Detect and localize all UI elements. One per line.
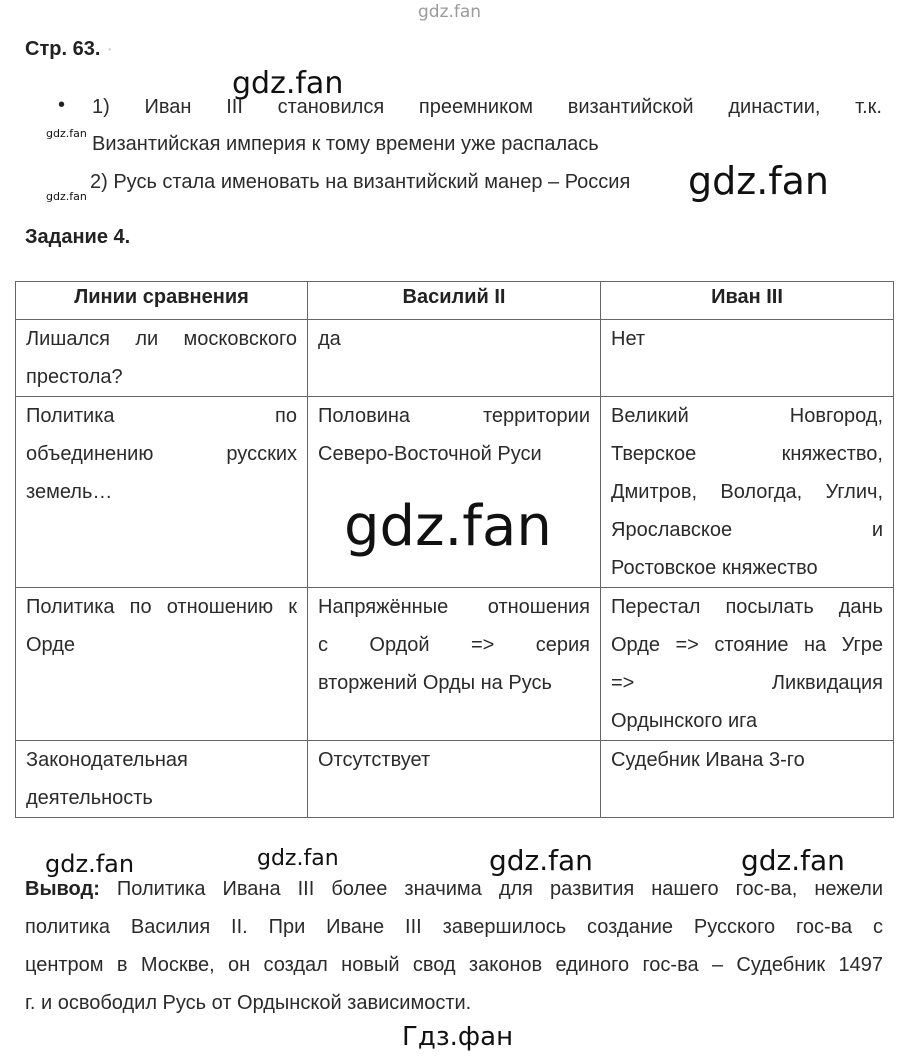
- watermark-russia: gdz.fan: [688, 159, 830, 203]
- cell-line: вторжений Орды на Русь: [318, 672, 552, 694]
- conclusion: [25, 870, 883, 1022]
- bullet-point: •: [58, 94, 66, 116]
- cell-ivan: [601, 588, 894, 741]
- cell-line: Великий Новгород,: [611, 405, 883, 427]
- watermark-footer: Гдз.фан: [402, 1022, 514, 1052]
- conclusion-label: Вывод:: [25, 878, 100, 900]
- cell-vasily: [308, 397, 601, 588]
- table-header-row: [16, 282, 894, 320]
- header-ivan: Иван III: [601, 282, 894, 320]
- cell-line: да: [318, 328, 341, 350]
- header-criterion: Линии сравнения: [16, 282, 308, 320]
- table-row: [16, 741, 894, 818]
- cell-line: Орде: [26, 634, 76, 656]
- watermark-small-2: gdz.fan: [46, 190, 87, 203]
- cell-line: деятельность: [26, 787, 153, 809]
- conclusion-line-1: [25, 870, 883, 908]
- conclusion-line-4: г. и освободил Русь от Ордынской зависимости.: [25, 992, 472, 1014]
- page-reference-tick: ·: [106, 38, 114, 60]
- cell-line: Ордынского ига: [611, 710, 758, 732]
- watermark-bottom-4: gdz.fan: [741, 844, 845, 877]
- cell-line: Перестал посылать дань: [611, 596, 883, 618]
- cell-line: престола?: [26, 366, 123, 388]
- table-row: [16, 320, 894, 397]
- watermark-bottom-2: gdz.fan: [257, 846, 339, 871]
- watermark-top: gdz.fan: [418, 2, 482, 22]
- watermark-bottom-1: gdz.fan: [45, 850, 135, 878]
- cell-criterion: [16, 397, 308, 588]
- table-row: [16, 588, 894, 741]
- cell-criterion: [16, 588, 308, 741]
- page-reference: [25, 38, 113, 61]
- cell-line: => Ликвидация: [611, 672, 883, 694]
- cell-line: Северо-Восточной Руси: [318, 443, 542, 465]
- cell-line: Политика по: [26, 405, 297, 427]
- cell-line: с Ордой => серия: [318, 634, 590, 656]
- cell-criterion: [16, 320, 308, 397]
- table-row: [16, 397, 894, 588]
- watermark-small-1: gdz.fan: [46, 127, 87, 140]
- cell-vasily: [308, 741, 601, 818]
- task-title: Задание 4.: [25, 226, 131, 248]
- cell-line: объединению русских: [26, 443, 297, 465]
- cell-line: Политика по отношению к: [26, 596, 297, 618]
- answer-line-3: 2) Русь стала именовать на византийский манер – Россия: [90, 171, 631, 193]
- answer-line-1: 1) Иван III становился преемником византийской династии, т.к.: [92, 96, 882, 118]
- cell-line: Законодательная: [26, 749, 188, 771]
- cell-line: земель…: [26, 481, 113, 503]
- cell-ivan: [601, 397, 894, 588]
- cell-line: Орде => стояние на Угре: [611, 634, 883, 656]
- comparison-table: [15, 281, 894, 818]
- cell-line: Судебник Ивана 3-го: [611, 749, 805, 771]
- cell-line: Напряжённые отношения: [318, 596, 590, 618]
- cell-line: Нет: [611, 328, 646, 350]
- watermark-table: gdz.fan: [344, 494, 552, 559]
- cell-line: Ярославское и: [611, 519, 883, 541]
- cell-line: Лишался ли московского: [26, 328, 297, 350]
- conclusion-line-2: политика Василия II. При Иване III завершилось создание Русского гос-ва с: [25, 916, 883, 938]
- cell-ivan: [601, 320, 894, 397]
- cell-criterion: [16, 741, 308, 818]
- header-vasily: Василий II: [308, 282, 601, 320]
- cell-line: Ростовское княжество: [611, 557, 818, 579]
- cell-line: Отсутствует: [318, 749, 431, 771]
- watermark-bottom-3: gdz.fan: [489, 844, 593, 877]
- cell-line: Половина территории: [318, 405, 590, 427]
- cell-vasily: [308, 320, 601, 397]
- cell-ivan: [601, 741, 894, 818]
- cell-line: Тверское княжество,: [611, 443, 883, 465]
- page-reference-label: Стр. 63.: [25, 38, 101, 60]
- watermark-answers: gdz.fan: [232, 66, 344, 101]
- conclusion-line-3: центром в Москве, он создал новый свод законов единого гос-ва – Судебник 1497: [25, 954, 883, 976]
- answer-line-2: Византийская империя к тому времени уже распалась: [92, 133, 599, 155]
- conclusion-text-1: Политика Ивана III более значима для развития нашего гос-ва, нежели: [116, 878, 883, 900]
- cell-vasily: [308, 588, 601, 741]
- cell-line: Дмитров, Вологда, Углич,: [611, 481, 883, 503]
